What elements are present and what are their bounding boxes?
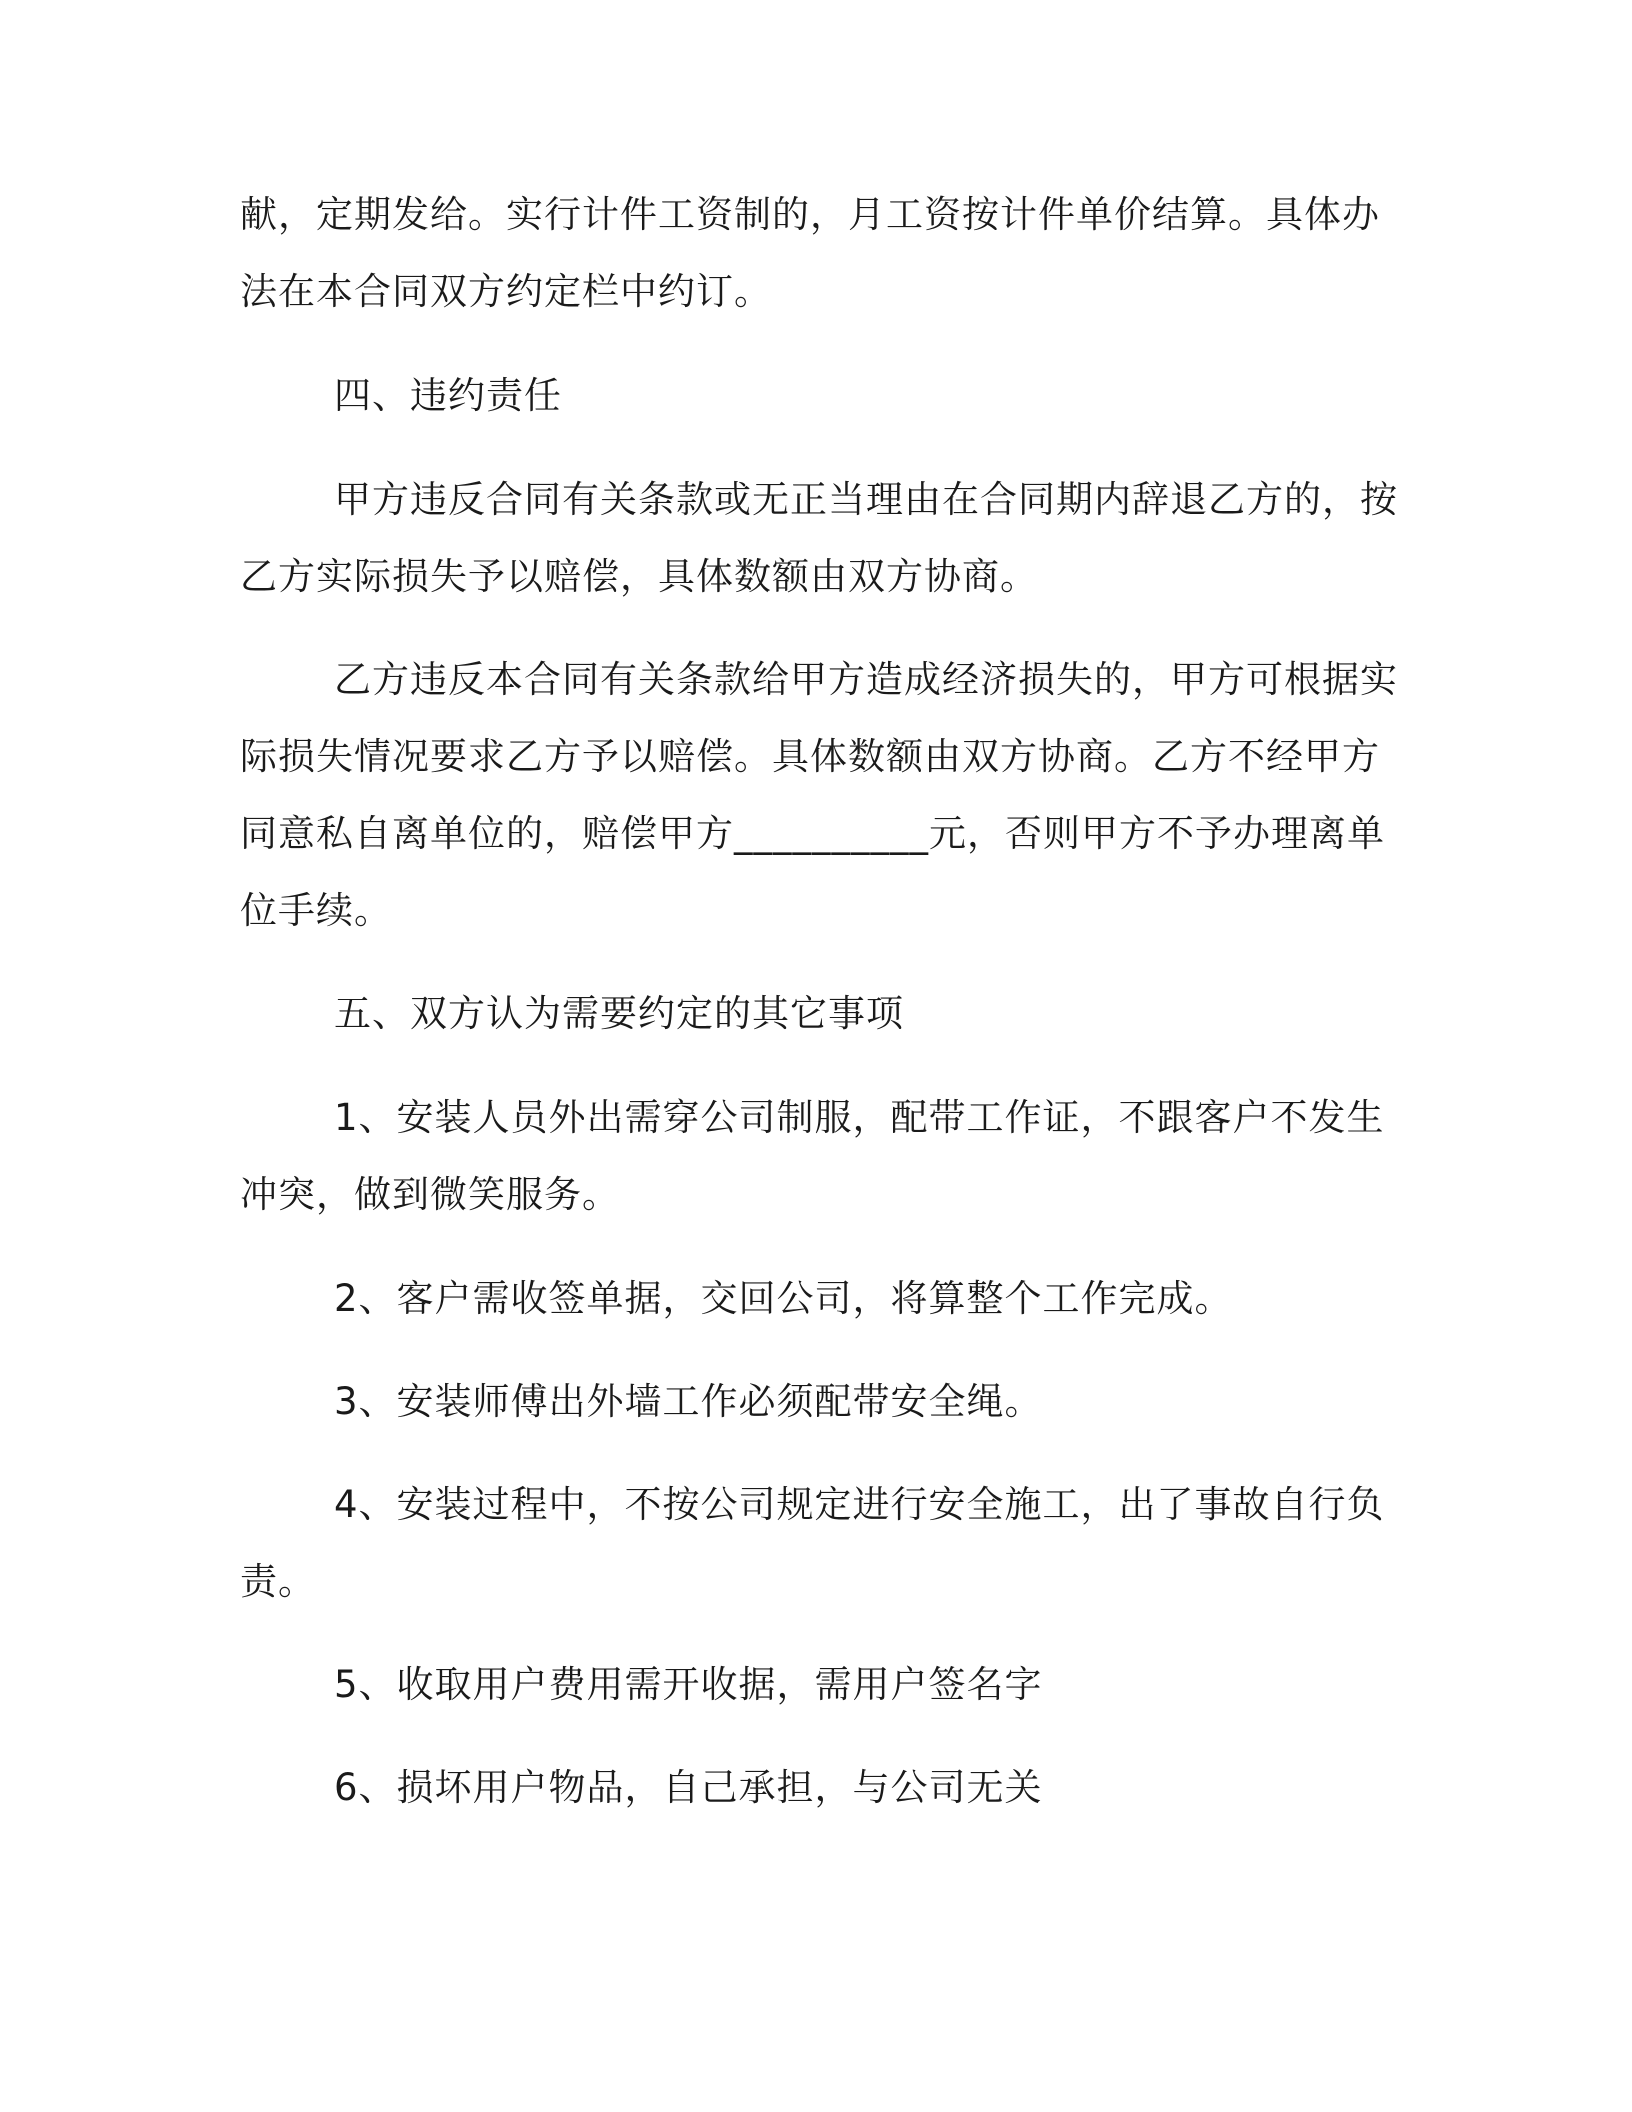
list-item-line: 4、安装过程中，不按公司规定进行安全施工，出了事故自行负: [334, 1483, 1385, 1526]
list-item-3: [240, 1363, 1390, 1440]
paragraph-line: 乙方实际损失予以赔偿，具体数额由双方协商。: [240, 555, 1038, 598]
list-item-line: 1、安装人员外出需穿公司制服，配带工作证，不跟客户不发生: [334, 1096, 1385, 1139]
paragraph-line: 法在本合同双方约定栏中约订。: [240, 270, 772, 313]
list-item-line: 责。: [240, 1560, 316, 1603]
list-item-1: [240, 1079, 1390, 1233]
list-item-5: [240, 1646, 1390, 1723]
list-item-line: 冲突，做到微笑服务。: [240, 1173, 620, 1216]
list-item-line: 2、客户需收签单据，交回公司，将算整个工作完成。: [334, 1277, 1233, 1320]
paragraph-line: 献，定期发给。实行计件工资制的，月工资按计件单价结算。具体办: [240, 193, 1380, 236]
section-heading: 五、双方认为需要约定的其它事项: [334, 992, 904, 1035]
section-heading-breach: [240, 357, 1390, 434]
list-item-line: 6、损坏用户物品，自己承担，与公司无关: [334, 1766, 1043, 1809]
paragraph-line: 位手续。: [240, 889, 392, 932]
list-item-2: [240, 1260, 1390, 1337]
list-item-4: [240, 1466, 1390, 1620]
paragraph-party-b-breach: [240, 641, 1398, 949]
paragraph-line: 乙方违反本合同有关条款给甲方造成经济损失的，甲方可根据实: [334, 658, 1398, 701]
paragraph-line: 同意私自离单位的，赔偿甲方__________元，否则甲方不予办理离单: [240, 812, 1385, 855]
section-heading: 四、违约责任: [334, 374, 562, 417]
paragraph-party-a-breach: [240, 461, 1398, 615]
paragraph-line: 甲方违反合同有关条款或无正当理由在合同期内辞退乙方的，按: [334, 478, 1398, 521]
paragraph-line: 际损失情况要求乙方予以赔偿。具体数额由双方协商。乙方不经甲方: [240, 735, 1380, 778]
list-item-6: [240, 1749, 1390, 1826]
list-item-line: 3、安装师傅出外墙工作必须配带安全绳。: [334, 1380, 1043, 1423]
list-item-line: 5、收取用户费用需开收据，需用户签名字: [334, 1663, 1043, 1706]
section-heading-other-matters: [240, 975, 1390, 1052]
paragraph-wage-payment: [240, 176, 1390, 330]
